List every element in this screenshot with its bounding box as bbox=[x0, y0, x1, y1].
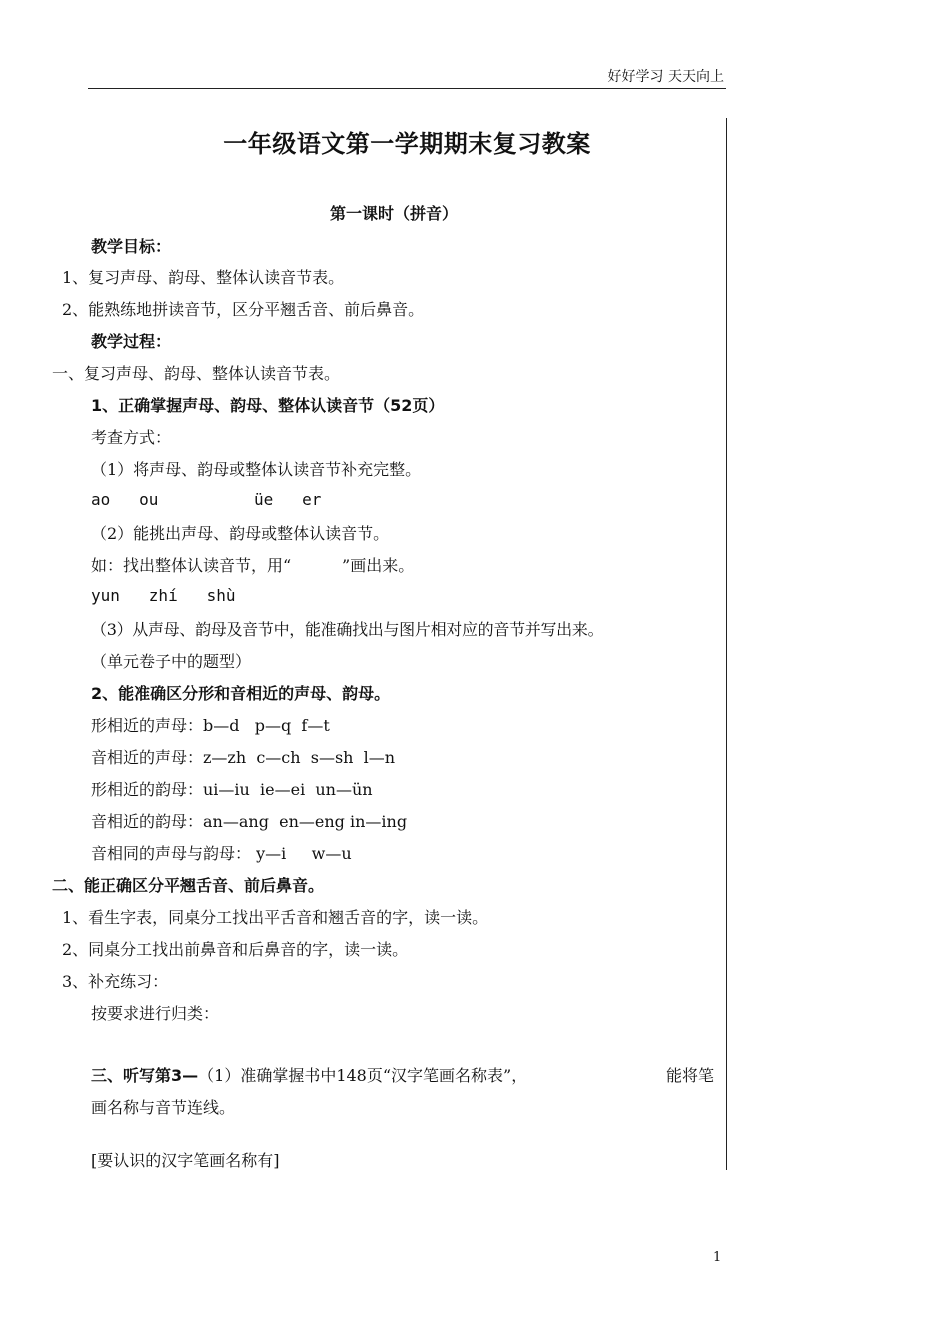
method-1: （1）将声母、韵母或整体认读音节补充完整。 bbox=[91, 460, 422, 479]
page-number: 1 bbox=[713, 1250, 722, 1265]
method-2-syllables: yun zhí shù bbox=[91, 586, 236, 605]
goals-label: 教学目标： bbox=[91, 237, 172, 256]
goal-item: 1、复习声母、韵母、整体认读音节表。 bbox=[62, 268, 345, 287]
method-3: （3）从声母、韵母及音节中，能准确找出与图片相对应的音节并写出来。 bbox=[91, 620, 604, 639]
section3-heading-bold: 三、听写第3— bbox=[91, 1066, 199, 1085]
method-1-example-b: üe er bbox=[254, 490, 322, 509]
method-1-example-a: ao ou bbox=[91, 490, 159, 509]
section2-item: 2、同桌分工找出前鼻音和后鼻音的字，读一读。 bbox=[62, 940, 409, 959]
right-margin-rule bbox=[726, 118, 727, 1170]
method-3-note: （单元卷子中的题型） bbox=[91, 652, 252, 671]
section2-item: 3、补充练习： bbox=[62, 972, 169, 991]
section2-item: 1、看生字表，同桌分工找出平舌音和翘舌音的字，读一读。 bbox=[62, 908, 489, 927]
method-2: （2）能挑出声母、韵母或整体认读音节。 bbox=[91, 524, 390, 543]
section3-continuation: 画名称与音节连线。 bbox=[91, 1098, 236, 1117]
section1-heading: 一、复习声母、韵母、整体认读音节表。 bbox=[52, 364, 341, 383]
section1-sub1: 1、正确掌握声母、韵母、整体认读音节（52页） bbox=[91, 396, 445, 415]
method-2-example: 如：找出整体认读音节，用“ ”画出来。 bbox=[91, 556, 415, 575]
goal-item: 2、能熟练地拼读音节，区分平翘舌音、前后鼻音。 bbox=[62, 300, 425, 319]
pair-line: 形相近的声母：b—d p—q f—t bbox=[91, 716, 330, 735]
lesson-heading: 第一课时（拼音） bbox=[330, 204, 459, 223]
section3-heading-rest: （1）准确掌握书中148页“汉字笔画名称表”， bbox=[198, 1066, 528, 1085]
header-motto: 好好学习 天天向上 bbox=[607, 69, 724, 85]
method-label: 考查方式： bbox=[91, 428, 172, 447]
classify-instruction: 按要求进行归类： bbox=[91, 1004, 220, 1023]
pair-line: 音相近的韵母：an—ang en—eng in—ing bbox=[91, 812, 408, 831]
header-divider bbox=[88, 88, 726, 89]
section3-heading bbox=[91, 1063, 527, 1086]
section1-sub2: 2、能准确区分形和音相近的声母、韵母。 bbox=[91, 684, 391, 703]
pair-line: 音相近的声母：z—zh c—ch s—sh l—n bbox=[91, 748, 396, 767]
document-title: 一年级语文第一学期期末复习教案 bbox=[223, 130, 591, 158]
process-label: 教学过程： bbox=[91, 332, 172, 351]
section2-heading: 二、能正确区分平翘舌音、前后鼻音。 bbox=[52, 876, 325, 895]
section3-heading-tail: 能将笔 bbox=[666, 1066, 715, 1085]
pair-line: 音相同的声母与韵母： y—i w—u bbox=[91, 844, 352, 863]
section3-bracket-note: [要认识的汉字笔画名称有] bbox=[91, 1151, 280, 1170]
pair-line: 形相近的韵母：ui—iu ie—ei un—ün bbox=[91, 780, 373, 799]
